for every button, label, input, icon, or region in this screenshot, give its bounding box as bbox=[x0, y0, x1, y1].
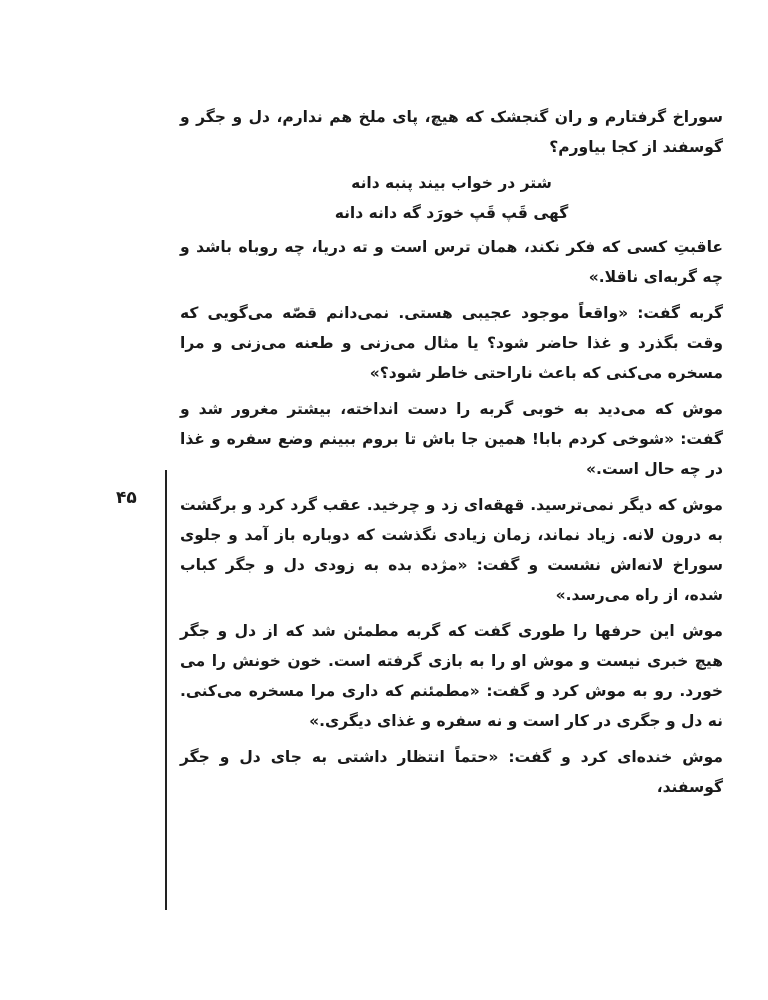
poem-line-1: شتر در خواب بیند پنبه دانه bbox=[351, 174, 552, 192]
paragraph-1: سوراخ گرفتارم و ران گنجشک که هیچ، پای ملخ هم ندارم، دل و جگر و گوسفند از کجا بیاورم؟ bbox=[180, 108, 723, 156]
poem bbox=[180, 168, 723, 228]
paragraph-7: موش خنده‌ای کرد و گفت: «حتماً انتظار داشتی به جای دل و جگر گوسفند، bbox=[180, 748, 723, 796]
paragraph-3: گربه گفت: «واقعاً موجود عجیبی هستی. نمی‌دانم قصّه می‌گویی که وقت بگذرد و غذا حاضر شود؟ یا مثال می‌زنی و طعنه می‌زنی و مرا مسخره می‌کنی که باعث ناراحتی خاطر شود؟» bbox=[180, 304, 723, 382]
margin-rule bbox=[165, 470, 167, 910]
paragraph-4: موش که می‌دید به خوبی گربه را دست انداخته، بیشتر مغرور شد و گفت: «شوخی کردم بابا! همین جا باش تا بروم ببینم وضع سفره و غذا در چه حال است.» bbox=[180, 400, 723, 478]
page-number: ۴۵ bbox=[116, 488, 137, 508]
paragraph-5: موش که دیگر نمی‌ترسید. قهقه‌ای زد و چرخید. عقب گرد کرد و برگشت به درون لانه. زیاد نماند، زمان زیادی نگذشت که دوباره باز آمد و جلوی سوراخ لانه‌اش نشست و گفت: «مژده بده به زودی دل و جگر کباب شده، از راه می‌رسد.» bbox=[180, 496, 723, 604]
text-column bbox=[180, 102, 723, 808]
paragraph-2: عاقبتِ کسی که فکر نکند، همان ترس است و ته دریا، چه روباه باشد و چه گربه‌ای ناقلا.» bbox=[180, 238, 723, 286]
paragraph-6: موش این حرفها را طوری گفت که گربه مطمئن شد که از دل و جگر هیچ خبری نیست و موش او را به بازی گرفته است. خون خونش را می خورد. رو به موش کرد و گفت: «مطمئنم که داری مرا مسخره می‌کنی. نه دل و جگری در کار است و نه سفره و غذای دیگری.» bbox=[180, 622, 723, 730]
poem-line-2: گهی قَپ قَپ خورَد گه دانه دانه bbox=[334, 204, 569, 222]
